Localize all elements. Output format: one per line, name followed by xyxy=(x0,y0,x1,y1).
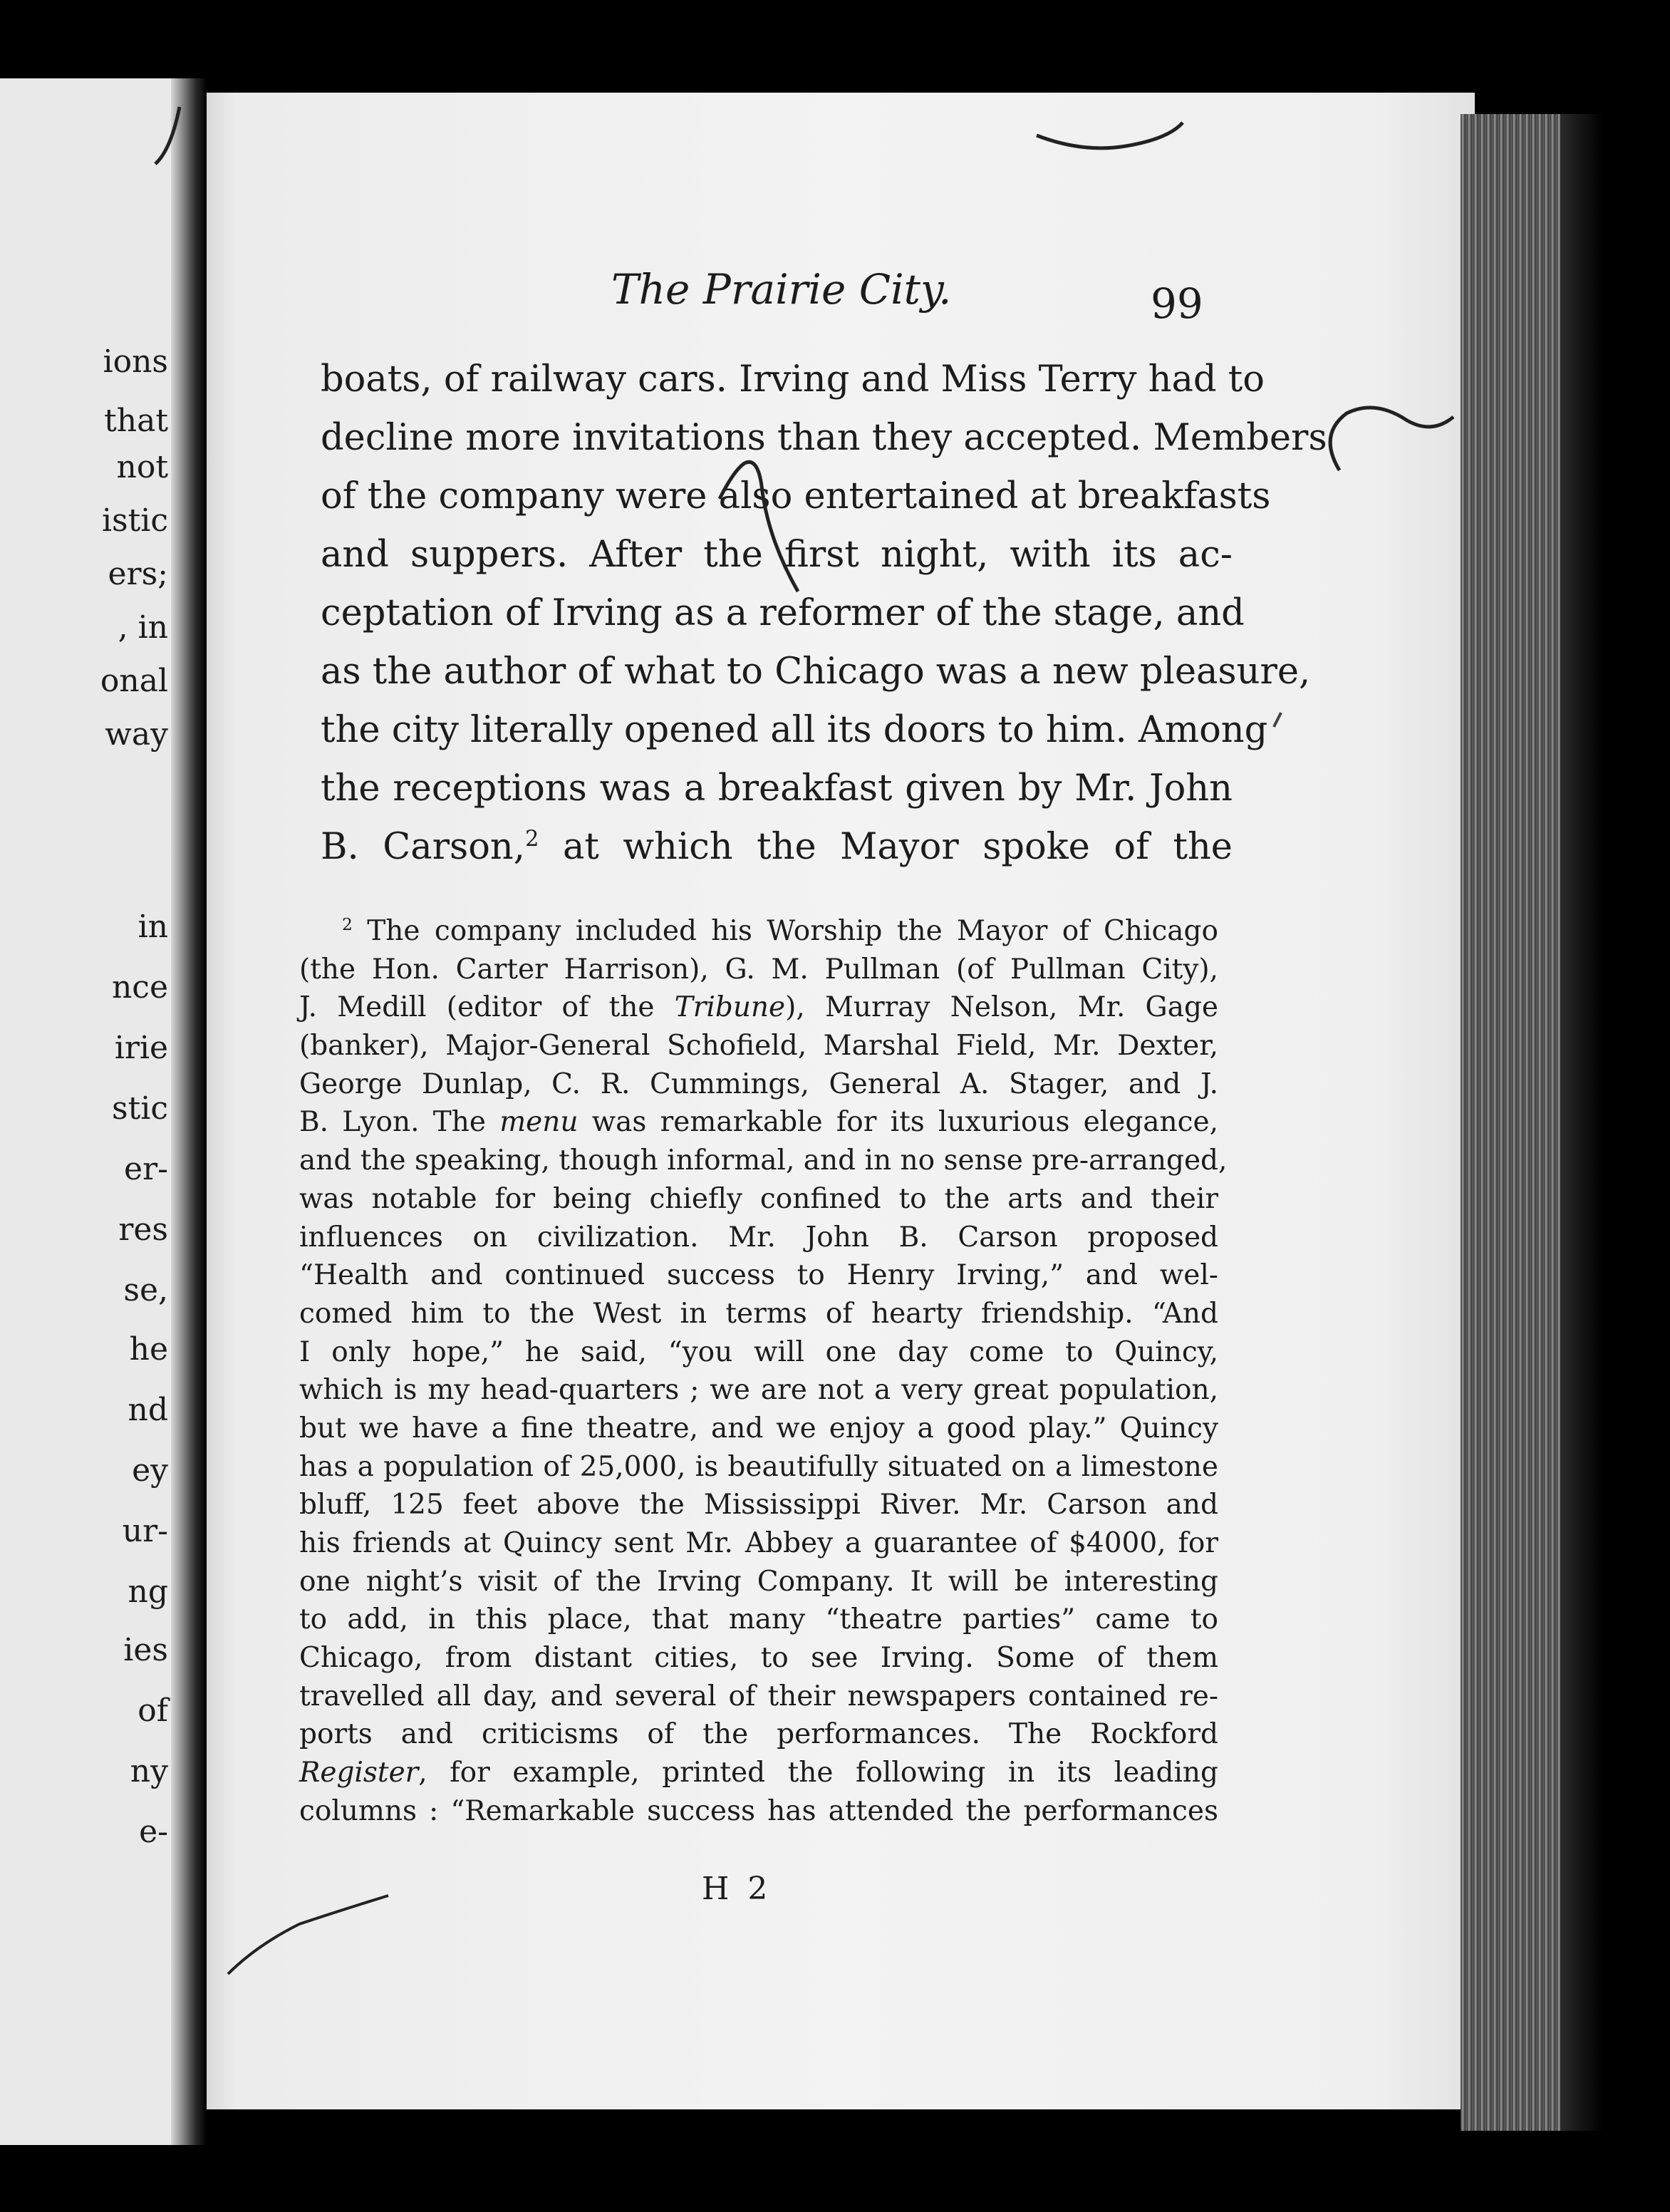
prev-page-fragment: ny xyxy=(130,1753,168,1789)
signature-mark: H 2 xyxy=(702,1871,772,1907)
prev-page-fragment: ey xyxy=(132,1452,168,1489)
prev-page-fragment: er- xyxy=(124,1151,168,1187)
footnote-line: was notable for being chiefly confined to the arts and their xyxy=(299,1182,1218,1215)
prev-page-fragment: onal xyxy=(100,663,168,699)
footnote-line: comed him to the West in terms of hearty friendship. “And xyxy=(299,1297,1218,1330)
footnote-text: The company included his Worship the Mayor of Chicago xyxy=(367,915,1218,947)
prev-page-fragment: that xyxy=(104,403,168,439)
prev-page-fragment: he xyxy=(129,1331,168,1368)
footnote-line: Chicago, from distant cities, to see Irving. Some of them xyxy=(299,1642,1218,1675)
footnote-line: and the speaking, though informal, and in no sense pre-arranged, xyxy=(299,1144,1228,1177)
footnote-line: but we have a fine theatre, and we enjoy a good play.” Quincy xyxy=(299,1412,1218,1444)
prev-page-fragment: way xyxy=(105,716,168,753)
body-text-fragment: at which the Mayor spoke of the xyxy=(562,826,1233,868)
footnote-line: columns : “Remarkable success has attended the performances xyxy=(299,1794,1218,1827)
prev-page-fragment: , in xyxy=(118,609,168,646)
footnote-italic: Register xyxy=(299,1757,419,1789)
body-line: decline more invitations than they accepted. Members xyxy=(321,417,1327,459)
page-edges xyxy=(1461,114,1567,2131)
footnote-marker: 2 xyxy=(342,914,353,934)
footnote-text: ), Murray Nelson, Mr. Gage xyxy=(785,991,1218,1024)
prev-page-fragment: in xyxy=(138,909,168,945)
footnote-line: his friends at Quincy sent Mr. Abbey a guarantee of $4000, for xyxy=(299,1527,1218,1559)
prev-page-fragment: se, xyxy=(123,1272,168,1308)
footnote-line xyxy=(299,1103,1218,1142)
footnote-line: travelled all day, and several of their newspapers contained re- xyxy=(299,1680,1218,1712)
body-line: the city literally opened all its doors to him. Among xyxy=(321,709,1268,751)
footnote xyxy=(299,912,1228,1831)
body-text-fragment: B. Carson, xyxy=(321,826,525,868)
footnote-line: to add, in this place, that many “theatre parties” came to xyxy=(299,1603,1218,1636)
footnote-italic: Tribune xyxy=(674,991,786,1024)
prev-page-fragment: ers; xyxy=(108,556,168,592)
prev-page-fragment: nce xyxy=(111,969,168,1006)
body-text xyxy=(321,351,1327,877)
footnote-reference: 2 xyxy=(524,827,539,852)
prev-page-fragment: ions xyxy=(103,343,168,380)
body-line: and suppers. After the first night, with its ac- xyxy=(321,534,1233,576)
footnote-text: was remarkable for its luxurious elegance, xyxy=(591,1106,1218,1139)
body-line: of the company were also entertained at breakfasts xyxy=(321,475,1271,517)
footnote-line: ports and criticisms of the performances. The Rockford xyxy=(299,1718,1218,1751)
prev-page-fragment: ng xyxy=(128,1573,168,1610)
prev-page-fragment: of xyxy=(138,1692,168,1729)
footnote-line xyxy=(299,1754,1218,1792)
footnote-line: bluff, 125 feet above the Mississippi River. Mr. Carson and xyxy=(299,1489,1218,1521)
body-line: ceptation of Irving as a reformer of the stage, and xyxy=(321,592,1245,634)
footnote-italic: menu xyxy=(499,1106,579,1139)
body-line: boats, of railway cars. Irving and Miss Terry had to xyxy=(321,358,1265,400)
body-line: the receptions was a breakfast given by Mr. John xyxy=(321,768,1233,810)
footnote-text: B. Lyon. The xyxy=(299,1106,486,1139)
prev-page-fragment: not xyxy=(116,449,168,485)
footnote-line: one night’s visit of the Irving Company. It will be interesting xyxy=(299,1565,1218,1598)
prev-page-fragment: irie xyxy=(114,1030,168,1066)
footnote-text: , for example, printed the following in its leading xyxy=(418,1757,1218,1789)
body-line-last xyxy=(321,818,1233,877)
footnote-line xyxy=(299,988,1218,1027)
previous-page xyxy=(0,78,187,2145)
prev-page-fragment: stic xyxy=(112,1090,168,1127)
prev-page-fragment: ur- xyxy=(122,1513,168,1549)
footnote-line: (banker), Major-General Schofield, Marshal Field, Mr. Dexter, xyxy=(299,1030,1218,1063)
footnote-line: which is my head-quarters ; we are not a very great population, xyxy=(299,1374,1218,1407)
footnote-line: “Health and continued success to Henry Irving,” and wel- xyxy=(299,1259,1218,1292)
prev-page-fragment: e- xyxy=(139,1814,168,1850)
book-gutter xyxy=(171,78,207,2145)
footnote-line: has a population of 25,000, is beautifully situated on a limestone xyxy=(299,1450,1218,1483)
prev-page-fragment: ies xyxy=(123,1632,168,1668)
prev-page-fragment: res xyxy=(118,1211,168,1248)
prev-page-fragment: istic xyxy=(101,502,168,539)
page-edges-shadow xyxy=(1560,114,1603,2131)
page-number: 99 xyxy=(1151,279,1203,328)
prev-page-fragment: nd xyxy=(128,1392,168,1428)
footnote-line: (the Hon. Carter Harrison), G. M. Pullman (of Pullman City), xyxy=(299,953,1218,986)
footnote-line: George Dunlap, C. R. Cummings, General A. Stager, and J. xyxy=(299,1068,1218,1100)
running-head: The Prairie City. xyxy=(611,265,952,314)
footnote-line: I only hope,” he said, “you will one day come to Quincy, xyxy=(299,1335,1218,1368)
footnote-line: influences on civilization. Mr. John B. Carson proposed xyxy=(299,1221,1218,1254)
footnote-text: J. Medill (editor of the xyxy=(299,991,655,1024)
body-line: as the author of what to Chicago was a new pleasure, xyxy=(321,651,1311,693)
footnote-line xyxy=(299,912,1218,951)
